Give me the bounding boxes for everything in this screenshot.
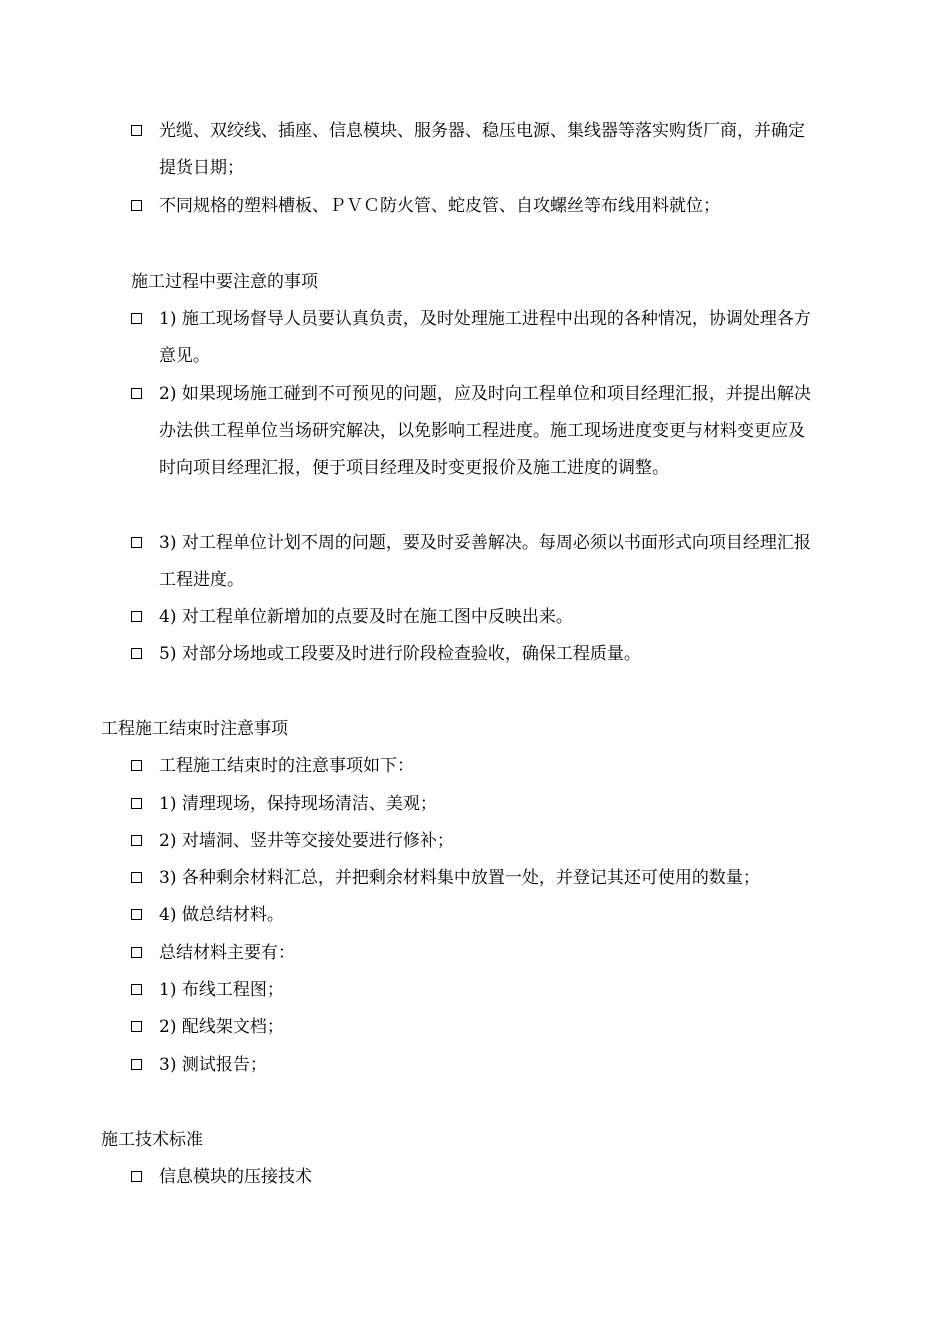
checkbox-icon (131, 798, 142, 809)
list-item-text: 信息模块的压接技术 (159, 1167, 312, 1187)
checkbox-icon (131, 984, 142, 995)
list-item (131, 188, 811, 225)
checkbox-icon (131, 388, 142, 399)
checkbox-icon (131, 1171, 142, 1182)
list-item-text: 工程施工结束时的注意事项如下： (159, 756, 414, 776)
list-item-text: 光缆、双绞线、插座、信息模块、服务器、稳压电源、集线器等落实购货厂商，并确定提货日期； (159, 121, 805, 178)
list-item (131, 599, 811, 636)
list-item (131, 748, 811, 785)
list-item (131, 1159, 811, 1196)
list-item (131, 823, 811, 860)
list-item-text: 总结材料主要有： (159, 943, 295, 963)
list-item-text: 4) 对工程单位新增加的点要及时在施工图中反映出来。 (159, 607, 573, 627)
list-item (131, 935, 811, 972)
checkbox-icon (131, 872, 142, 883)
list-item (131, 113, 811, 187)
list-item-text: 不同规格的塑料槽板、ＰＶＣ防火管、蛇皮管、自攻螺丝等布线用料就位； (159, 196, 720, 216)
list-item (131, 786, 811, 823)
list-item-text: 4) 做总结材料。 (159, 905, 284, 925)
list-item-text: 2) 配线架文档； (159, 1017, 284, 1037)
list-item (131, 376, 811, 487)
list-item (131, 1009, 811, 1046)
section-heading: 施工过程中要注意的事项 (131, 272, 318, 292)
list-item (131, 860, 811, 897)
section-heading: 工程施工结束时注意事项 (101, 719, 288, 739)
checkbox-icon (131, 760, 142, 771)
list-item-text: 3) 各种剩余材料汇总，并把剩余材料集中放置一处，并登记其还可使用的数量； (159, 868, 760, 888)
checkbox-icon (131, 200, 142, 211)
list-item (131, 301, 811, 375)
list-item-text: 2) 对墙洞、竖井等交接处要进行修补； (159, 831, 454, 851)
list-item-text: 1) 布线工程图； (159, 980, 284, 1000)
list-item (131, 525, 811, 599)
checkbox-icon (131, 835, 142, 846)
list-item-text: 3) 测试报告； (159, 1055, 267, 1075)
list-item-text: 5) 对部分场地或工段要及时进行阶段检查验收，确保工程质量。 (159, 644, 641, 664)
list-item (131, 636, 811, 673)
checkbox-icon (131, 1021, 142, 1032)
list-item (131, 1047, 811, 1084)
checkbox-icon (131, 537, 142, 548)
checkbox-icon (131, 1059, 142, 1070)
list-item (131, 897, 811, 934)
checkbox-icon (131, 909, 142, 920)
checkbox-icon (131, 611, 142, 622)
checkbox-icon (131, 947, 142, 958)
checkbox-icon (131, 125, 142, 136)
list-item-text: 1) 清理现场，保持现场清洁、美观； (159, 794, 437, 814)
list-item-text: 2) 如果现场施工碰到不可预见的问题，应及时向工程单位和项目经理汇报，并提出解决办法供工程单位当场研究解决，以免影响工程进度。施工现场进度变更与材料变更应及时向项目经理汇报，便于项目经理及时变更报价及施工进度的调整。 (159, 384, 811, 478)
section-heading: 施工技术标准 (101, 1130, 203, 1150)
list-item (131, 972, 811, 1009)
list-item-text: 3) 对工程单位计划不周的问题，要及时妥善解决。每周必须以书面形式向项目经理汇报工程进度。 (159, 533, 811, 590)
checkbox-icon (131, 648, 142, 659)
list-item-text: 1) 施工现场督导人员要认真负责，及时处理施工进程中出现的各种情况，协调处理各方意见。 (159, 309, 811, 366)
checkbox-icon (131, 313, 142, 324)
